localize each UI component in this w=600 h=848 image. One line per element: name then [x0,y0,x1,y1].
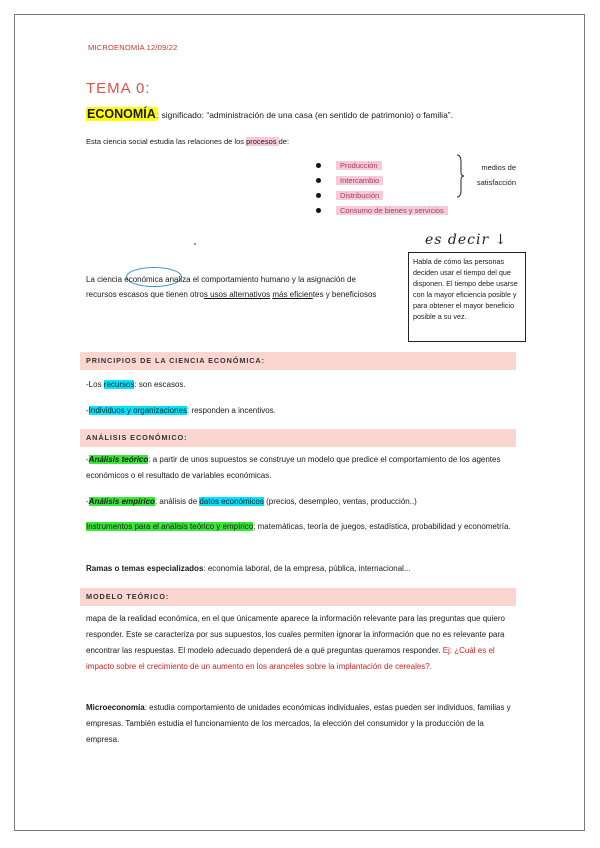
text-run: : matemáticas, teoría de juegos, estadística, probabilidad y econometría. [253,522,511,531]
text-run: tes y beneficiosos [312,290,377,299]
analisis-empirico [86,494,516,510]
section-modelo: MODELO TEÓRICO: [80,588,516,606]
text-run: : responden a incentivos. [186,406,276,415]
bullet-icon [316,193,321,198]
micro-paragraph [86,700,516,748]
economia-term: ECONOMÍA [87,107,156,121]
section-analisis: ANÁLISIS ECONÓMICO: [80,429,516,447]
list-item [316,160,448,175]
medios-line: satisfacción [476,178,516,187]
example-text: Ej: ¿Cuál es el impacto sobre el crecimiento de un aumento en los aranceles sobre la implantación de cereales?. [86,646,495,671]
underlined-text: más eficien [272,290,313,299]
highlight-text: Análisis empírico [88,497,155,506]
brace-icon [456,154,464,198]
bullet-icon [316,178,321,183]
economia-text: : significado: “administración de una casa (en sentido de patrimonio) o familia”. [156,110,453,120]
highlight-text: Individuos y organizaciones [88,406,187,415]
handwritten-note: es decir ↓ [425,232,508,248]
text-run: - [86,455,89,464]
procesos-highlight: procesos [246,137,279,146]
proceso-label: Intercambio [336,176,383,185]
bullet-icon [316,208,321,213]
proceso-label: Distribución [336,191,383,200]
principio-2 [86,403,516,419]
text-run: La [86,275,98,284]
text-run: : economía laboral, de la empresa, pública, internacional... [203,564,411,573]
list-item [316,175,448,190]
bold-text: Ramas o temas especializados [86,564,204,573]
modelo-paragraph [86,611,516,675]
procesos-list [316,160,448,220]
medios-line: medios de [481,163,516,172]
note-box: Habla de cómo las personas deciden usar el tiempo del que disponen. El tiempo debe usarse con la mayor eficiencia posible y para obtener el mayor beneficio posible a su vez. [408,252,526,342]
economia-definition [86,107,453,121]
text-run: analiza el comportamiento humano y la asignación de recursos escasos que tienen otro [86,275,356,299]
section-principios: PRINCIPIOS DE LA CIENCIA ECONÓMICA: [80,352,516,370]
medios-label [466,160,516,190]
bold-text: Microeconomía [86,703,145,712]
text-run: : estudia comportamiento de unidades económicas individuales, estas pueden ser individuos, familias y empresas. También estudia el funcionamiento de los mercados, la elección del consumidor y la producción de la empresa. [86,703,511,744]
stray-dot [194,243,196,245]
description-text: Esta ciencia social estudia las relaciones de los [86,137,247,146]
topic-title: TEMA 0: [86,80,151,97]
analisis-teorico [86,452,516,484]
text-run: -Los [86,380,104,389]
list-item [316,190,448,205]
ciencia-paragraph [86,272,386,302]
principio-1 [86,377,516,393]
instrumentos [86,519,516,535]
text-run: ciencia económica [97,275,163,284]
proceso-label: Consumo de bienes y servicios [336,206,448,215]
proceso-label: Producción [336,161,382,170]
highlight-text: Instrumentos para el análisis teórico y empírico [86,522,254,531]
text-run: : son escasos. [134,380,186,389]
highlight-text: recursos [103,380,135,389]
text-run: - [86,497,89,506]
description-end: de: [278,137,290,146]
text-run: : a partir de unos supuestos se construye un modelo que predice el comportamiento de los agentes económicos o el resultado de variables económicas. [86,455,501,480]
list-item [316,205,448,220]
text-run: (precios, desempleo, ventas, producción..) [263,497,417,506]
description [86,137,289,146]
text-run: - [86,406,89,415]
bullet-icon [316,163,321,168]
ramas [86,561,516,577]
text-run: : análisis de [154,497,200,506]
highlight-text: Análisis teórico [88,455,149,464]
underlined-text: s usos alternativos [203,290,271,299]
highlight-text: datos económicos [199,497,264,506]
text-run: mapa de la realidad económica, en el que únicamente aparece la información relevante para las preguntas que quiero responder. Este se caracteriza por sus supuestos, los cuales permiten ignorar la información que no es relevante para encontrar las respuestas. El modelo adecuado dependerá de a qué preguntas queramos responder. [86,614,505,655]
document-header: MICROENOMÍA 12/09/22 [88,43,178,52]
